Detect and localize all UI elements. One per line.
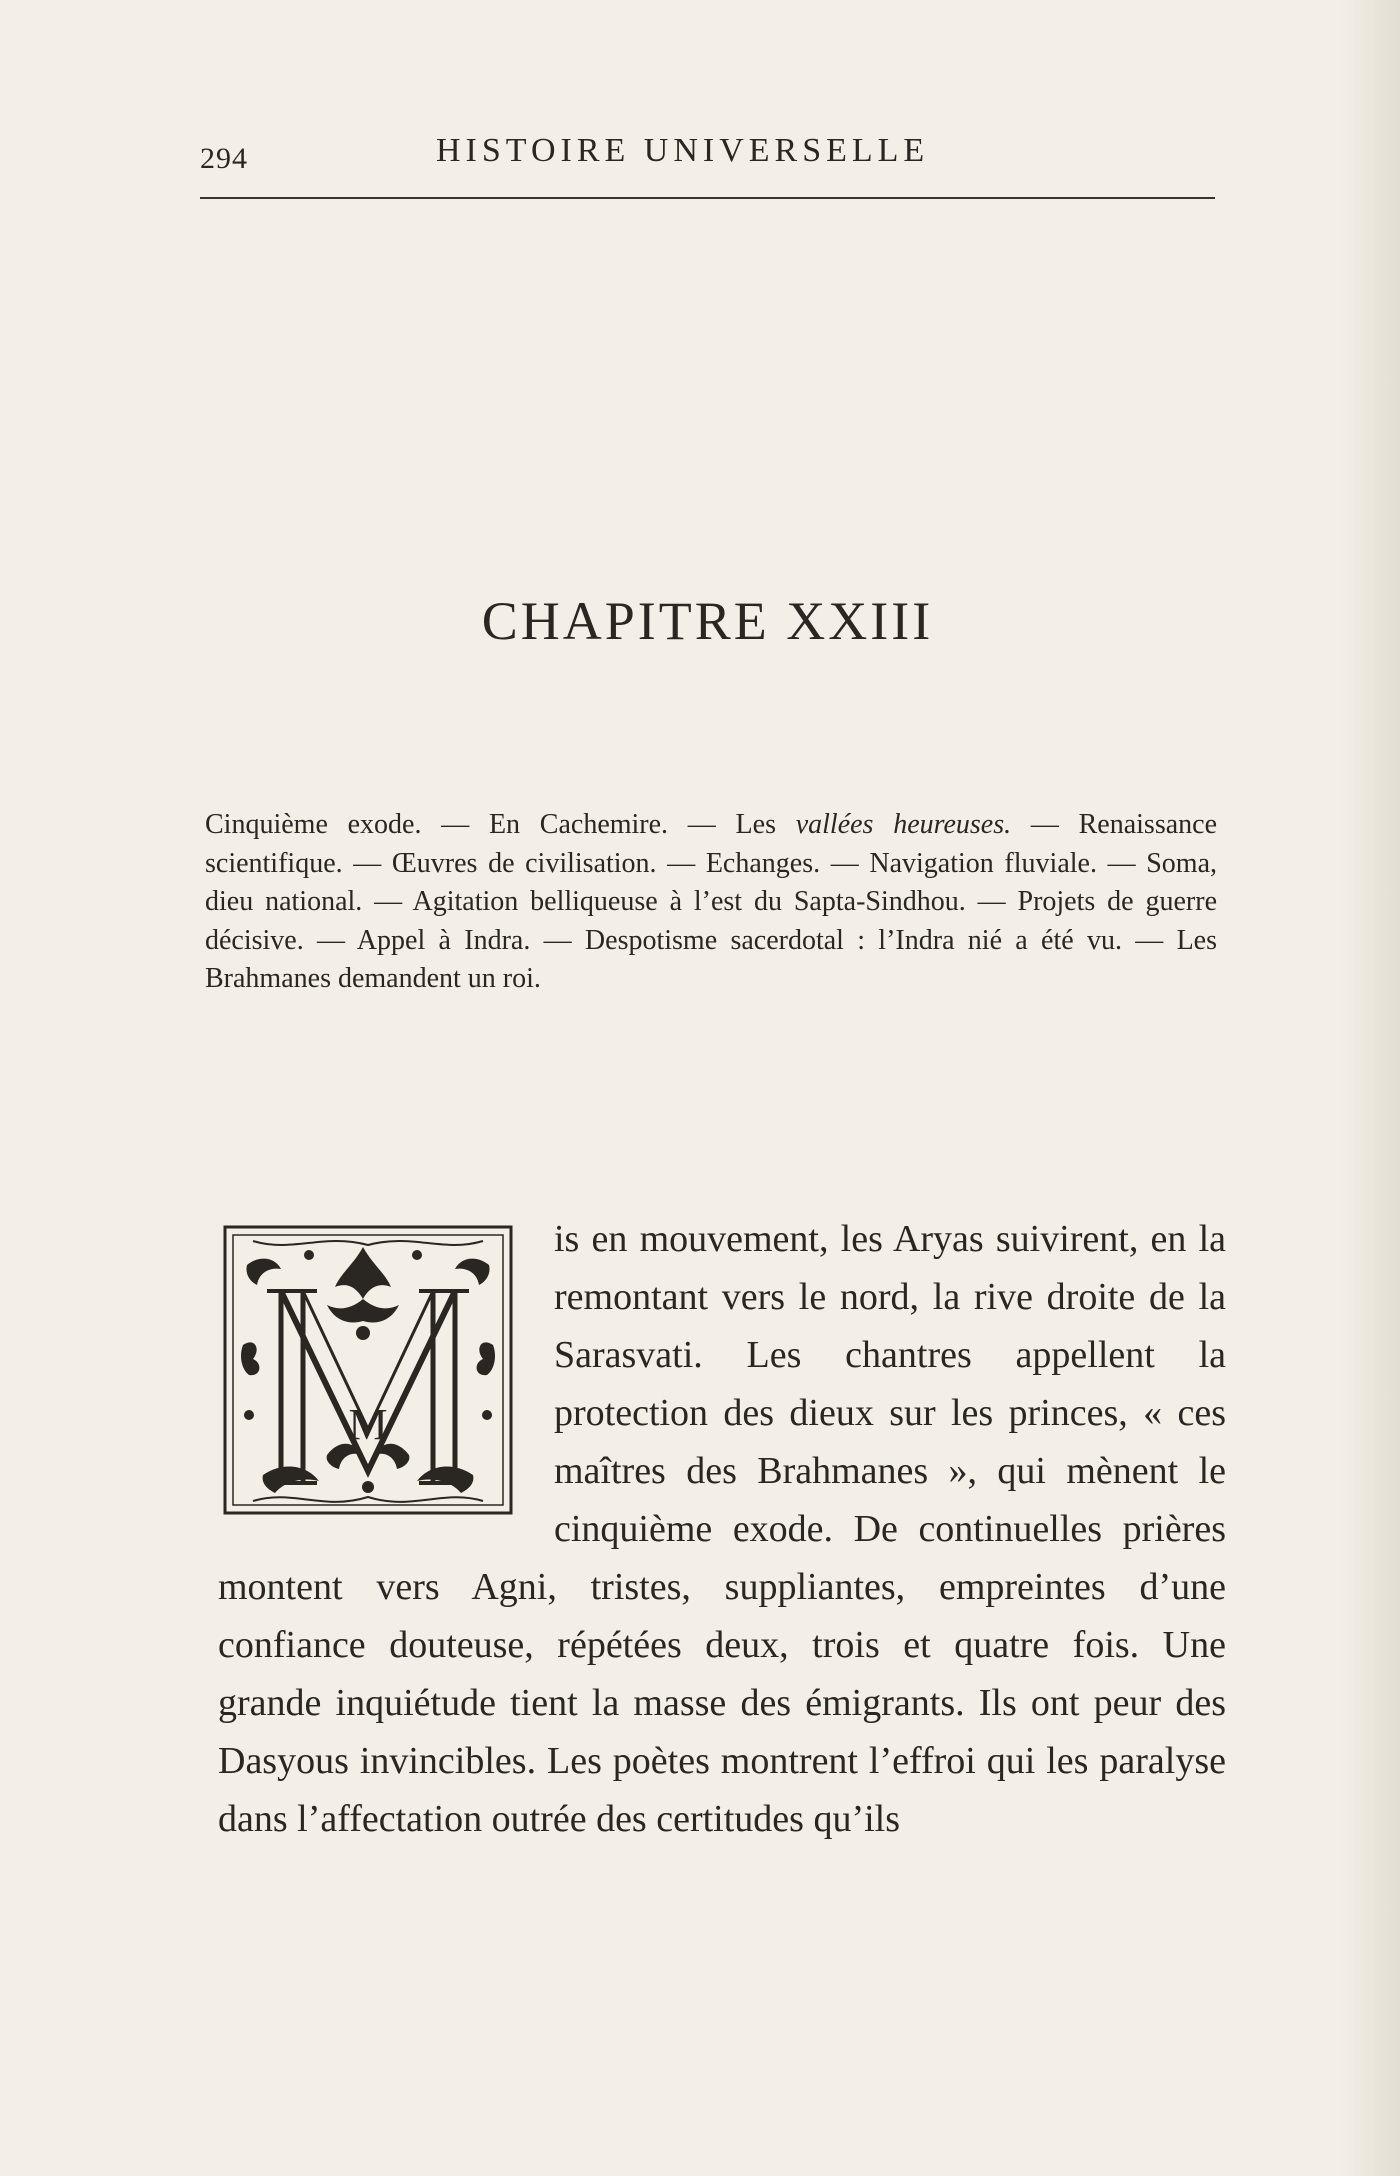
header-rule xyxy=(200,197,1215,199)
drop-cap-space xyxy=(218,1210,554,1528)
chapter-summary xyxy=(205,806,1217,999)
summary-italic-phrase: vallées heureuses. xyxy=(795,809,1012,840)
page-number: 294 xyxy=(200,142,248,175)
body-text xyxy=(218,1210,1226,1848)
page-header xyxy=(200,132,1215,182)
chapter-title: CHAPITRE XXIII xyxy=(481,591,934,651)
page-edge-shadow xyxy=(1340,0,1400,2176)
body-paragraph: is en mouvement, les Aryas suivirent, en la remontant vers le nord, la rive droite de la Sarasvati. Les chantres appellent la protection des dieux sur les princes, « ces maîtres des Brahmanes », qui mènent le cinquième exode. De continuelles prières montent vers Agni, tristes, suppliantes, empreintes d’une confiance douteuse, répétées deux, trois et quatre fois. Une grande inquiétude tient la masse des émigrants. Ils ont peur des Dasyous invincibles. Les poètes montrent l’effroi qui les paralyse dans l’affectation outrée des certitudes qu’ils xyxy=(218,1218,1226,1840)
running-title: HISTOIRE UNIVERSELLE xyxy=(436,132,930,169)
summary-paragraph xyxy=(205,806,1217,999)
drop-cap-letter: M xyxy=(348,1400,388,1449)
summary-text-start: Cinquième exode. — En Cachemire. — Les xyxy=(205,809,796,840)
summary-text-end: — Renaissance scientifique. — Œuvres de civilisation. — Echanges. — Navigation fluviale. — Soma, dieu national. — Agitation belliqueuse à l’est du Sapta-Sindhou. — Projets de guerre décisive. — Appel à Indra. — Despotisme sacerdotal : l’Indra nié a été vu. — Les Brahmanes demandent un roi. xyxy=(205,809,1218,994)
